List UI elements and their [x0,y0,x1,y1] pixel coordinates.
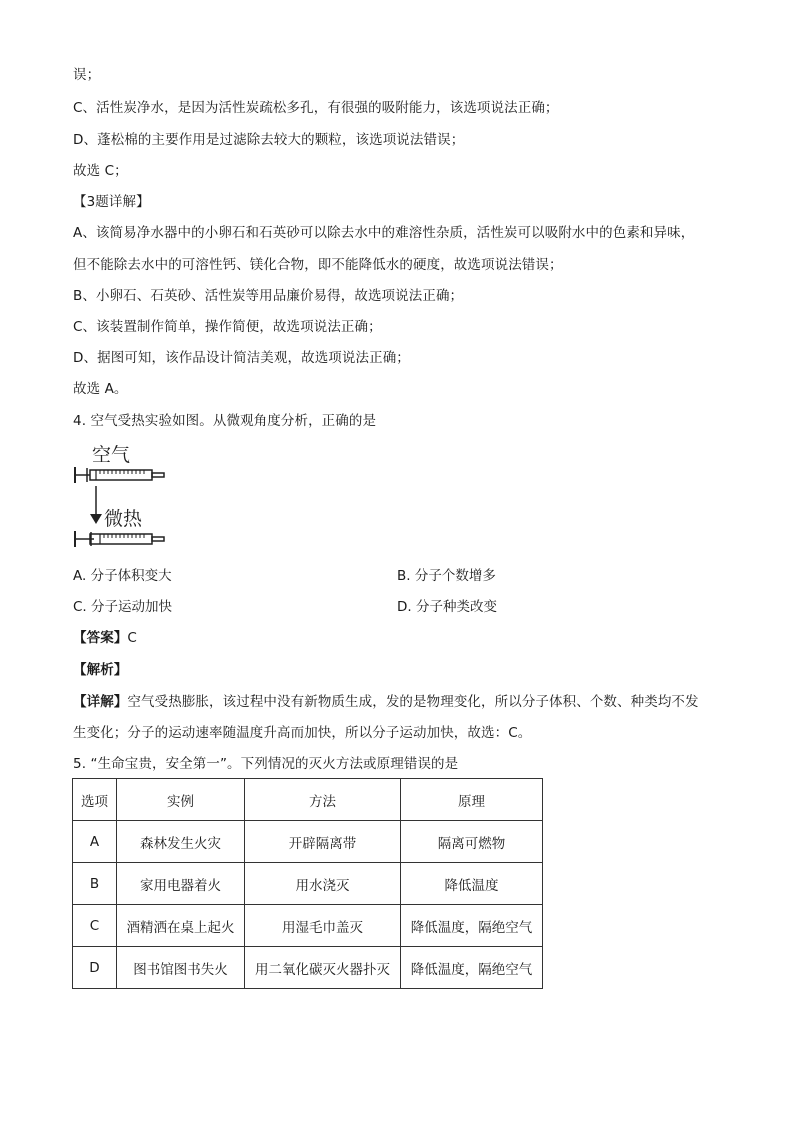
table-cell: C [73,905,117,947]
table-cell: B [73,863,117,905]
question-4: 4. 空气受热实验如图。从微观角度分析，正确的是 [73,413,377,429]
table-header: 选项 [73,779,117,821]
section-heading: 【3题详解】 [73,194,150,210]
table-cell: 图书馆图书失火 [117,947,245,989]
syringe-icon [70,528,170,550]
table-cell: 降低温度 [401,863,543,905]
table-cell: 降低温度，隔绝空气 [401,905,543,947]
table-cell: 酒精洒在桌上起火 [117,905,245,947]
table-cell: 用二氧化碳灭火器扑灭 [245,947,401,989]
answer-tag: 【答案】 [73,630,128,646]
table-cell: 开辟隔离带 [245,821,401,863]
arrow-down-icon [88,486,104,526]
table-row [73,821,543,863]
syringe-icon [70,464,170,486]
text-line: D、据图可知，该作品设计简洁美观，故选项说法正确； [73,350,410,366]
table-cell: 隔离可燃物 [401,821,543,863]
text-line: 生变化；分子的运动速率随温度升高而加快，所以分子运动加快，故选：C。 [73,725,532,741]
table-row [73,905,543,947]
table-cell: A [73,821,117,863]
table-cell: 用湿毛巾盖灭 [245,905,401,947]
option-c: C. 分子运动加快 [73,599,173,615]
table-header: 方法 [245,779,401,821]
text-line: D、蓬松棉的主要作用是过滤除去较大的颗粒，该选项说法错误； [73,132,465,148]
text-line: 故选 C； [73,163,128,179]
answer-value: C [127,630,137,646]
analysis-line [73,661,127,679]
table-row [73,947,543,989]
option-d: D. 分子种类改变 [397,599,497,615]
table-header-row [73,779,543,821]
analysis-tag: 【解析】 [73,662,128,678]
text-line: C、活性炭净水，是因为活性炭疏松多孔，有很强的吸附能力，该选项说法正确； [73,100,559,116]
table-cell: D [73,947,117,989]
text-line: 误； [73,67,101,83]
option-b: B. 分子个数增多 [397,568,496,584]
text-line: A、该简易净水器中的小卵石和石英砂可以除去水中的难溶性杂质，活性炭可以吸附水中的色素和异味， [73,225,695,241]
syringe-diagram [70,440,190,555]
diagram-label-heat: 微热 [104,508,143,530]
text-line: 但不能除去水中的可溶性钙、镁化合物，即不能降低水的硬度，故选项说法错误； [73,257,563,273]
text-line: B、小卵石、石英砂、活性炭等用品廉价易得，故选项说法正确； [73,288,464,304]
fire-table [72,778,543,989]
text-line: 故选 A。 [73,381,128,397]
text-line: C、该装置制作简单，操作简便，故选项说法正确； [73,319,382,335]
question-5: 5. “生命宝贵，安全第一”。下列情况的灭火方法或原理错误的是 [73,756,459,772]
option-a: A. 分子体积变大 [73,568,172,584]
diagram-label-air: 空气 [92,444,131,466]
detail-tag: 【详解】 [73,694,128,710]
table-cell: 降低温度，隔绝空气 [401,947,543,989]
table-cell: 用水浇灭 [245,863,401,905]
table-header: 实例 [117,779,245,821]
answer-line [73,629,137,647]
table-row [73,863,543,905]
detail-line: 【详解】空气受热膨胀，该过程中没有新物质生成，发的是物理变化，所以分子体积、个数、种类均不发 [73,694,699,710]
table-cell: 家用电器着火 [117,863,245,905]
table-header: 原理 [401,779,543,821]
table-cell: 森林发生火灾 [117,821,245,863]
